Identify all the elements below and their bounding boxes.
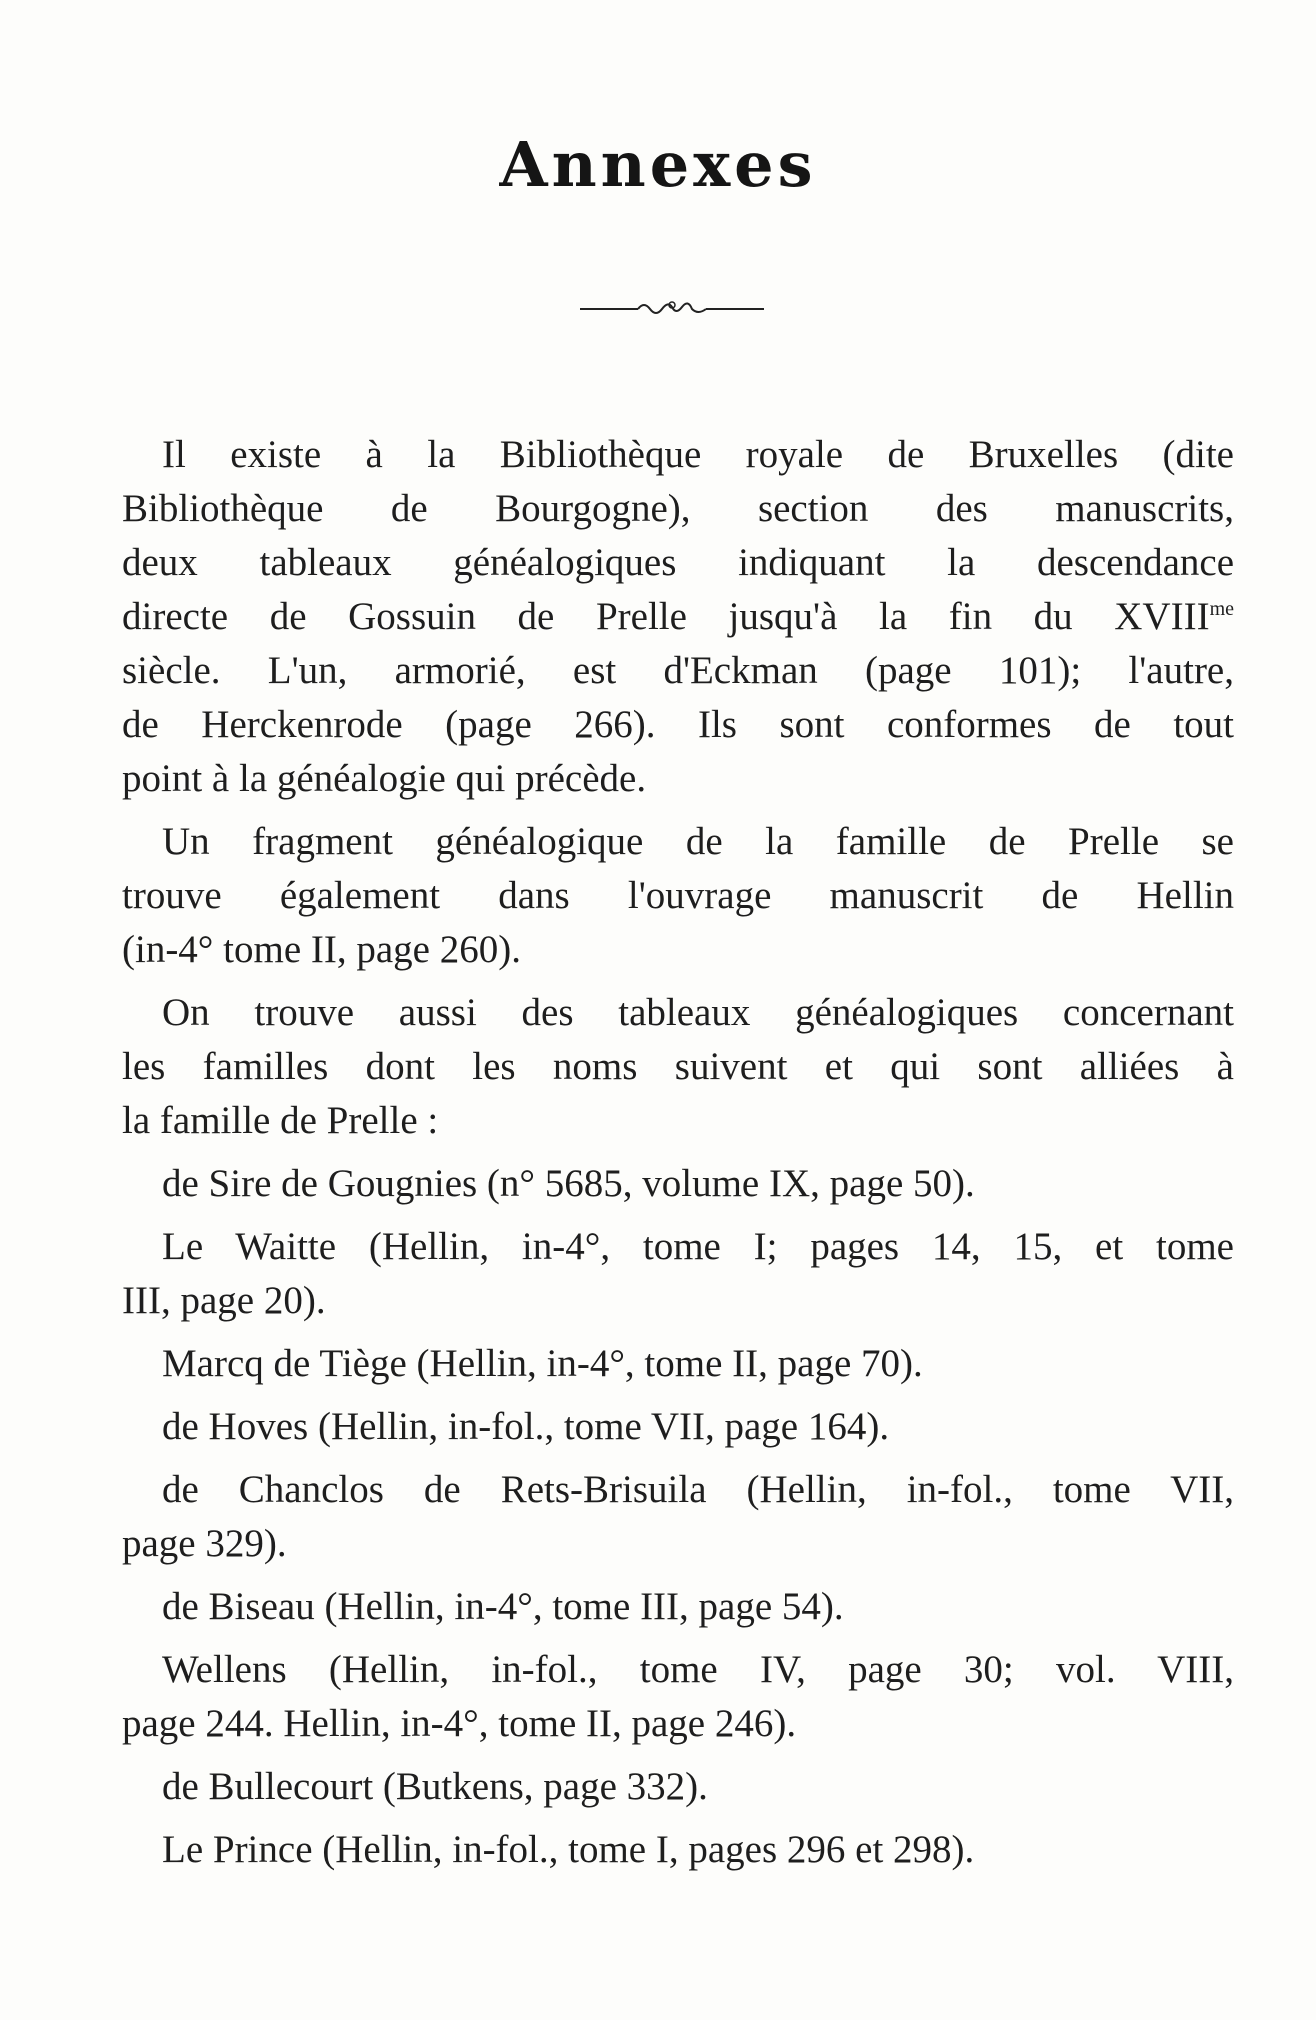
annex-entry: [122, 1220, 1234, 1328]
paragraph: [122, 986, 1234, 1148]
paragraph: [122, 428, 1234, 806]
text-line: la famille de Prelle :: [122, 1099, 439, 1142]
annex-entry: [122, 1760, 1234, 1814]
text-line: (in-4° tome II, page 260).: [122, 928, 521, 971]
annex-entry: [122, 1337, 1234, 1391]
text-line: Un fragment généalogique de la famille de Prelle se: [162, 820, 1234, 863]
annex-entry: [122, 1823, 1234, 1877]
document-body: [122, 428, 1234, 1886]
text-line: page 329).: [122, 1522, 287, 1565]
text-line: siècle. L'un, armorié, est d'Eckman (page 101); l'autre,: [122, 649, 1234, 692]
text-line: Le Waitte (Hellin, in-4°, tome I; pages 14, 15, et tome: [162, 1225, 1234, 1268]
text-line: de Hoves (Hellin, in-fol., tome VII, page 164).: [162, 1405, 890, 1448]
paragraph: [122, 815, 1234, 977]
text-line: Il existe à la Bibliothèque royale de Bruxelles (dite: [162, 433, 1234, 476]
annex-entry: [122, 1157, 1234, 1211]
text-line: de Chanclos de Rets-Brisuila (Hellin, in-fol., tome VII,: [162, 1468, 1234, 1511]
text-line: de Bullecourt (Butkens, page 332).: [162, 1765, 708, 1808]
text-line: III, page 20).: [122, 1279, 326, 1322]
text-line: les familles dont les noms suivent et qui sont alliées à: [122, 1045, 1234, 1088]
text-line: de Biseau (Hellin, in-4°, tome III, page 54).: [162, 1585, 844, 1628]
text-line: point à la généalogie qui précède.: [122, 757, 647, 800]
text-line: Wellens (Hellin, in-fol., tome IV, page 30; vol. VIII,: [162, 1648, 1234, 1691]
text-line: Marcq de Tiège (Hellin, in-4°, tome II, page 70).: [162, 1342, 923, 1385]
text-line: de Sire de Gougnies (n° 5685, volume IX, page 50).: [162, 1162, 975, 1205]
text-line: de Herckenrode (page 266). Ils sont conformes de tout: [122, 703, 1234, 746]
annex-entry: [122, 1400, 1234, 1454]
page-title: Annexes: [499, 128, 817, 201]
text-line: deux tableaux généalogiques indiquant la descendance: [122, 541, 1234, 584]
annex-entry: [122, 1643, 1234, 1751]
text-line: directe de Gossuin de Prelle jusqu'à la fin du $XVIII^{me}$: [122, 595, 1234, 638]
text-line: Bibliothèque de Bourgogne), section des manuscrits,: [122, 487, 1234, 530]
ornament-divider-icon: [578, 296, 766, 320]
text-line: trouve également dans l'ouvrage manuscrit de Hellin: [122, 874, 1234, 917]
text-line: Le Prince (Hellin, in-fol., tome I, pages 296 et 298).: [162, 1828, 975, 1871]
text-line: On trouve aussi des tableaux généalogiques concernant: [162, 991, 1234, 1034]
text-line: page 244. Hellin, in-4°, tome II, page 246).: [122, 1702, 797, 1745]
annex-entry: [122, 1580, 1234, 1634]
annex-entry: [122, 1463, 1234, 1571]
